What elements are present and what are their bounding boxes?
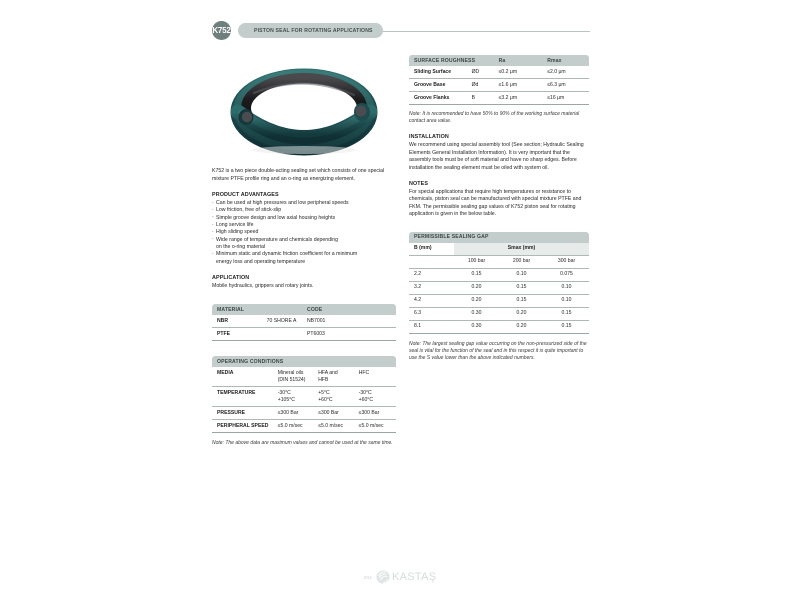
surface-symbol: ØD xyxy=(467,66,494,78)
surface-roughness-note: Note: It is recommended to have 50% to 90% of the working surface material contact area value. xyxy=(409,110,580,125)
table-header-row xyxy=(409,243,589,255)
advantages-heading: PRODUCT ADVANTAGES xyxy=(212,192,279,199)
surface-rmax: ≤6.3 μm xyxy=(542,78,589,91)
kastas-logo xyxy=(376,570,436,584)
list-item: · Low friction, free of stick-slip xyxy=(212,207,396,214)
speed-col-2: ≤5.0 m/sec xyxy=(313,420,353,433)
pressure-col-1: ≤300 Bar xyxy=(273,407,313,420)
material-table-body xyxy=(212,315,396,341)
table-row xyxy=(409,294,589,307)
product-image xyxy=(212,55,396,163)
surface-rmax: ≤16 μm xyxy=(542,91,589,104)
sealing-gap-table xyxy=(409,232,589,334)
table-row xyxy=(409,66,589,78)
table-row xyxy=(409,78,589,91)
material-table-header xyxy=(212,304,396,315)
table-row xyxy=(409,268,589,281)
surface-ra: ≤1.6 μm xyxy=(494,78,543,91)
right-column xyxy=(409,55,589,362)
gap-300bar: 0.15 xyxy=(544,307,589,320)
pressure-col-3: ≤300 Bar xyxy=(354,407,396,420)
table-row xyxy=(409,320,589,333)
surface-roughness-header xyxy=(409,55,589,66)
pressure-col-100: 100 bar xyxy=(454,255,499,268)
table-row xyxy=(212,367,396,386)
material-code: PT6003 xyxy=(304,328,396,341)
media-col-2-line2: HFB xyxy=(318,376,329,383)
code-col-header: CODE xyxy=(307,306,323,313)
table-row xyxy=(409,91,589,104)
media-col-3-line1: HFC xyxy=(358,369,370,376)
sealing-gap-header xyxy=(409,232,589,243)
table-row xyxy=(409,281,589,294)
surface-name: Sliding Surface xyxy=(409,66,467,78)
speed-col-1: ≤5.0 m/sec xyxy=(273,420,313,433)
application-text: Mobile hydraulics, grippers and rotary joints. xyxy=(212,282,314,289)
media-col-2-line1: HFA and xyxy=(318,369,338,376)
table-row xyxy=(212,328,396,341)
sealing-gap-body xyxy=(409,243,589,334)
operating-conditions-note: Note: The above data are maximum values and cannot be used at the same time. xyxy=(212,440,393,447)
surface-roughness-title: SURFACE ROUGHNESS xyxy=(414,57,476,64)
gap-100bar: 0.20 xyxy=(454,281,499,294)
operating-conditions-body xyxy=(212,367,396,433)
table-row xyxy=(212,407,396,420)
gap-b-value: 4.2 xyxy=(409,294,454,307)
gap-b-value: 3.2 xyxy=(409,281,454,294)
left-column xyxy=(212,55,396,447)
kastas-logo-text: KASTAŞ xyxy=(391,571,437,583)
temp-col-2 xyxy=(313,387,353,407)
gap-200bar: 0.15 xyxy=(499,281,544,294)
b-col-header: B (mm) xyxy=(409,243,454,255)
surface-roughness-table xyxy=(409,55,589,105)
media-col-3 xyxy=(354,367,396,386)
material-name: PTFE xyxy=(212,328,262,341)
gap-300bar: 0.075 xyxy=(544,268,589,281)
gap-200bar: 0.20 xyxy=(499,320,544,333)
table-row xyxy=(212,315,396,327)
gap-200bar: 0.15 xyxy=(499,294,544,307)
gap-200bar: 0.10 xyxy=(499,268,544,281)
surface-name: Groove Base xyxy=(409,78,467,91)
temp-col-1-min: -30°C xyxy=(277,389,291,396)
gap-b-value: 8.1 xyxy=(409,320,454,333)
gap-200bar: 0.20 xyxy=(499,307,544,320)
list-item: · Simple groove design and low axial housing heights xyxy=(212,215,396,222)
row-label: PRESSURE xyxy=(212,407,273,420)
page-footer xyxy=(0,570,800,584)
gap-100bar: 0.20 xyxy=(454,294,499,307)
product-code-label: K752 xyxy=(212,26,231,35)
spacer-cell xyxy=(409,255,454,268)
material-code: NB7001 xyxy=(304,315,396,327)
list-item: · Long service life xyxy=(212,222,396,229)
temp-col-3-max: +60°C xyxy=(358,396,374,403)
surface-name: Groove Flanks xyxy=(409,91,467,104)
temp-col-2-min: +5°C xyxy=(318,389,330,396)
material-name: NBR xyxy=(212,315,262,327)
gap-300bar: 0.10 xyxy=(544,294,589,307)
list-item: · Can be used at high pressures and low peripheral speeds xyxy=(212,200,396,207)
temp-col-1 xyxy=(273,387,313,407)
page-number: 204 xyxy=(363,574,372,580)
list-item: · High sliding speed xyxy=(212,229,396,236)
gap-100bar: 0.30 xyxy=(454,307,499,320)
temp-col-3-min: -30°C xyxy=(358,389,372,396)
material-spec: 70 SHORE A xyxy=(262,315,304,327)
pressure-col-300: 300 bar xyxy=(544,255,589,268)
installation-text: We recommend using special assembly tool (See section; Hydraulic Sealing Elements General Installation Information). It is very important that the assembly tools must be of soft material and have no sharp edges. Before installation the sealing element must be oiled with system oil. xyxy=(409,142,584,171)
page-header xyxy=(210,21,590,41)
surface-symbol: B xyxy=(467,91,494,104)
header-title: PISTON SEAL FOR ROTATING APPLICATIONS xyxy=(254,27,373,34)
gap-300bar: 0.15 xyxy=(544,320,589,333)
media-col-1-line2: (DIN 51524) xyxy=(277,376,306,383)
list-item: · Minimum static and dynamic friction coefficient for a minimum xyxy=(212,251,396,258)
temp-col-3 xyxy=(354,387,396,407)
surface-ra: ≤3.2 μm xyxy=(494,91,543,104)
gap-100bar: 0.15 xyxy=(454,268,499,281)
media-col-2 xyxy=(313,367,353,386)
surface-rmax: ≤2.0 μm xyxy=(542,66,589,78)
ra-col-header: Ra xyxy=(498,57,506,64)
pressure-col-2: ≤300 Bar xyxy=(313,407,353,420)
list-item-continuation: energy loss and operating temperature xyxy=(216,258,306,265)
rmax-col-header: Rmax xyxy=(547,57,562,64)
table-subheader-row xyxy=(409,255,589,268)
row-label: PERIPHERAL SPEED xyxy=(212,420,273,433)
table-row xyxy=(212,387,396,407)
installation-heading: INSTALLATION xyxy=(409,134,449,141)
list-item: · Wide range of temperature and chemicals depending xyxy=(212,237,396,244)
material-spec xyxy=(262,328,304,341)
application-heading: APPLICATION xyxy=(212,274,250,281)
speed-col-3: ≤5.0 m/sec xyxy=(354,420,396,433)
row-label: TEMPERATURE xyxy=(212,387,273,407)
operating-conditions-title: OPERATING CONDITIONS xyxy=(217,358,284,365)
material-table xyxy=(212,304,396,341)
pressure-col-200: 200 bar xyxy=(499,255,544,268)
operating-conditions-header xyxy=(212,356,396,367)
temp-col-1-max: +105°C xyxy=(277,396,295,403)
table-row xyxy=(409,307,589,320)
material-col-header: MATERIAL xyxy=(217,306,245,313)
gap-300bar: 0.10 xyxy=(544,281,589,294)
smax-col-header: Smax (mm) xyxy=(454,243,589,255)
intro-paragraph: K752 is a two piece double-acting sealing set which consists of one special mixture PTFE profile ring and an o-ring as energizing element. xyxy=(212,168,385,182)
sealing-gap-note: Note: The largest sealing gap value occurring on the non-pressurized side of the seal is vital for the function of the seal and in this respect it is quite important to use the S value lower than the above indicated numbers. xyxy=(409,340,587,361)
gap-b-value: 6.3 xyxy=(409,307,454,320)
operating-conditions-table xyxy=(212,356,396,433)
notes-heading: NOTES xyxy=(409,180,429,187)
surface-symbol: Ød xyxy=(467,78,494,91)
surface-roughness-body xyxy=(409,66,589,105)
product-code-badge xyxy=(212,21,231,40)
sealing-gap-title: PERMISSIBLE SEALING GAP xyxy=(414,234,489,241)
temp-col-2-max: +60°C xyxy=(318,396,333,403)
advantages-list xyxy=(212,200,396,266)
list-item-continuation: on the o-ring material xyxy=(216,243,266,250)
kastas-swirl-icon xyxy=(376,570,390,584)
gap-b-value: 2.2 xyxy=(409,268,454,281)
media-col-1-line1: Mineral oils xyxy=(277,369,304,376)
surface-ra: ≤0.2 μm xyxy=(494,66,543,78)
media-col-1 xyxy=(273,367,313,386)
notes-text: For special applications that require high temperatures or resistance to chemicals, piston seal can be manufactured with special mixture PTFE and FKM. The permissible sealing gap values of K752 piston seal for rotating application is given in the below table. xyxy=(409,188,582,218)
seal-ring-illustration xyxy=(212,55,396,163)
header-title-pill xyxy=(238,23,383,38)
gap-100bar: 0.30 xyxy=(454,320,499,333)
table-row xyxy=(212,420,396,433)
row-label: MEDIA xyxy=(212,367,273,386)
